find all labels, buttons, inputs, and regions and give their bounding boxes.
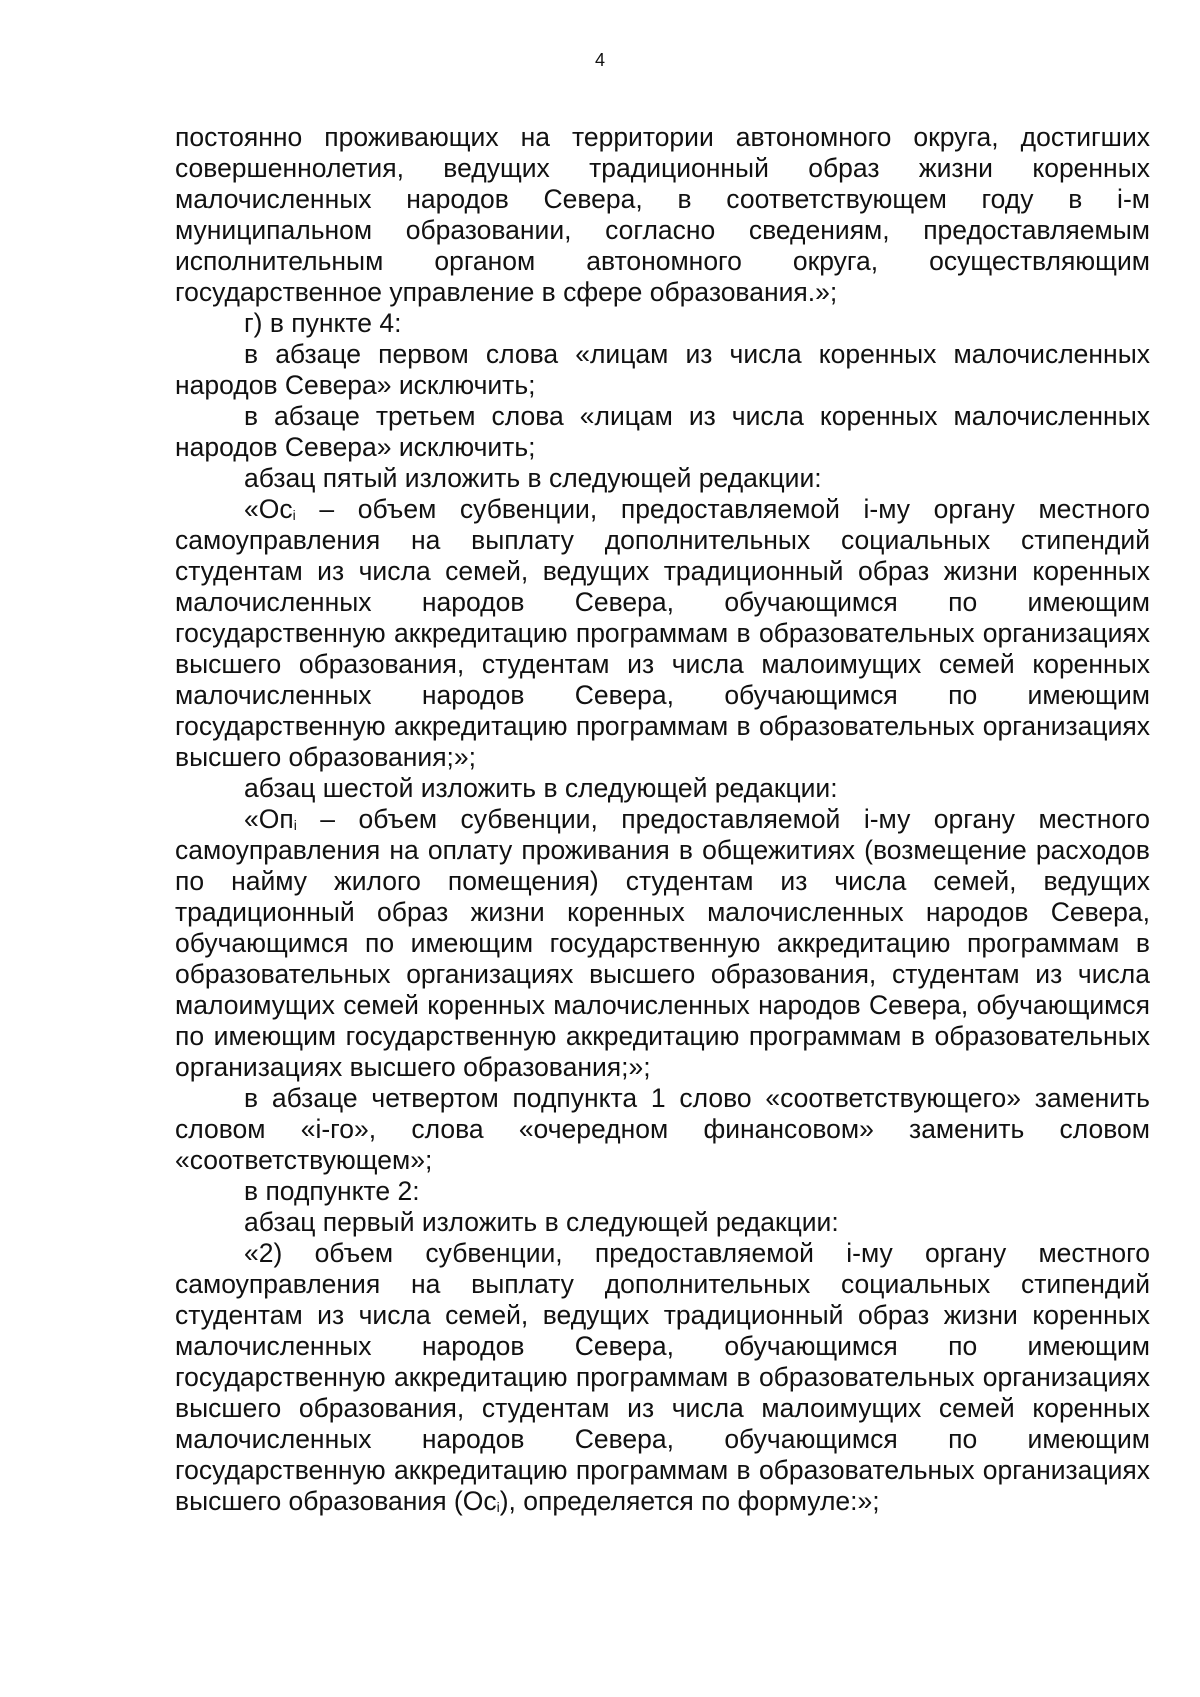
document-body xyxy=(175,122,1150,1517)
paragraph: постоянно проживающих на территории автономного округа, достигших совершеннолетия, ведущих традиционный образ жизни коренных малочисленных народов Севера, в соответствующем году в i-м муниципальном образовании, согласно сведениям, предоставляемым исполнительным органом автономного округа, осуществляющим государственное управление в сфере образования.»; xyxy=(175,122,1150,307)
page-number: 4 xyxy=(594,50,605,70)
subscript-index: i xyxy=(496,1499,500,1515)
paragraph: в подпункте 2: xyxy=(244,1176,420,1206)
paragraph: абзац пятый изложить в следующей редакции: xyxy=(244,463,822,493)
subscript-index: i xyxy=(292,507,296,523)
paragraph: «$Оп_i$ – объем субвенции, предоставляемой i-му органу местного самоуправления на оплату проживания в общежитиях (возмещение расходов по найму жилого помещения) студентам из числа семей, ведущих традиционный образ жизни коренных малочисленных народов Севера, обучающимся по имеющим государственную аккредитацию программам в образовательных организациях высшего образования, студентам из числа малоимущих семей коренных малочисленных народов Севера, обучающимся по имеющим государственную аккредитацию программам в образовательных организациях высшего образования;»; xyxy=(175,804,1150,1082)
paragraph: абзац шестой изложить в следующей редакции: xyxy=(244,773,838,803)
paragraph: в абзаце третьем слова «лицам из числа коренных малочисленных народов Севера» исключить; xyxy=(175,401,1150,462)
paragraph: в абзаце четвертом подпункта 1 слово «соответствующего» заменить словом «i-го», слова «очередном финансовом» заменить словом «соответствующем»; xyxy=(175,1083,1150,1175)
paragraph: в абзаце первом слова «лицам из числа коренных малочисленных народов Севера» исключить; xyxy=(175,339,1150,400)
subscript-index: i xyxy=(293,817,297,833)
paragraph: г) в пункте 4: xyxy=(244,308,402,338)
paragraph: «$Ос_i$ – объем субвенции, предоставляемой i-му органу местного самоуправления на выплату дополнительных социальных стипендий студентам из числа семей, ведущих традиционный образ жизни коренных малочисленных народов Севера, обучающимся по имеющим государственную аккредитацию программам в образовательных организациях высшего образования, студентам из числа малоимущих семей коренных малочисленных народов Севера, обучающимся по имеющим государственную аккредитацию программам в образовательных организациях высшего образования;»; xyxy=(175,494,1150,772)
paragraph: абзац первый изложить в следующей редакции: xyxy=(244,1207,839,1237)
paragraph: «2) объем субвенции, предоставляемой i-му органу местного самоуправления на выплату дополнительных социальных стипендий студентам из числа семей, ведущих традиционный образ жизни коренных малочисленных народов Севера, обучающимся по имеющим государственную аккредитацию программам в образовательных организациях высшего образования, студентам из числа малоимущих семей коренных малочисленных народов Севера, обучающимся по имеющим государственную аккредитацию программам в образовательных организациях высшего образования $(Ос_i)$, определяется по формуле:»; xyxy=(175,1238,1150,1516)
